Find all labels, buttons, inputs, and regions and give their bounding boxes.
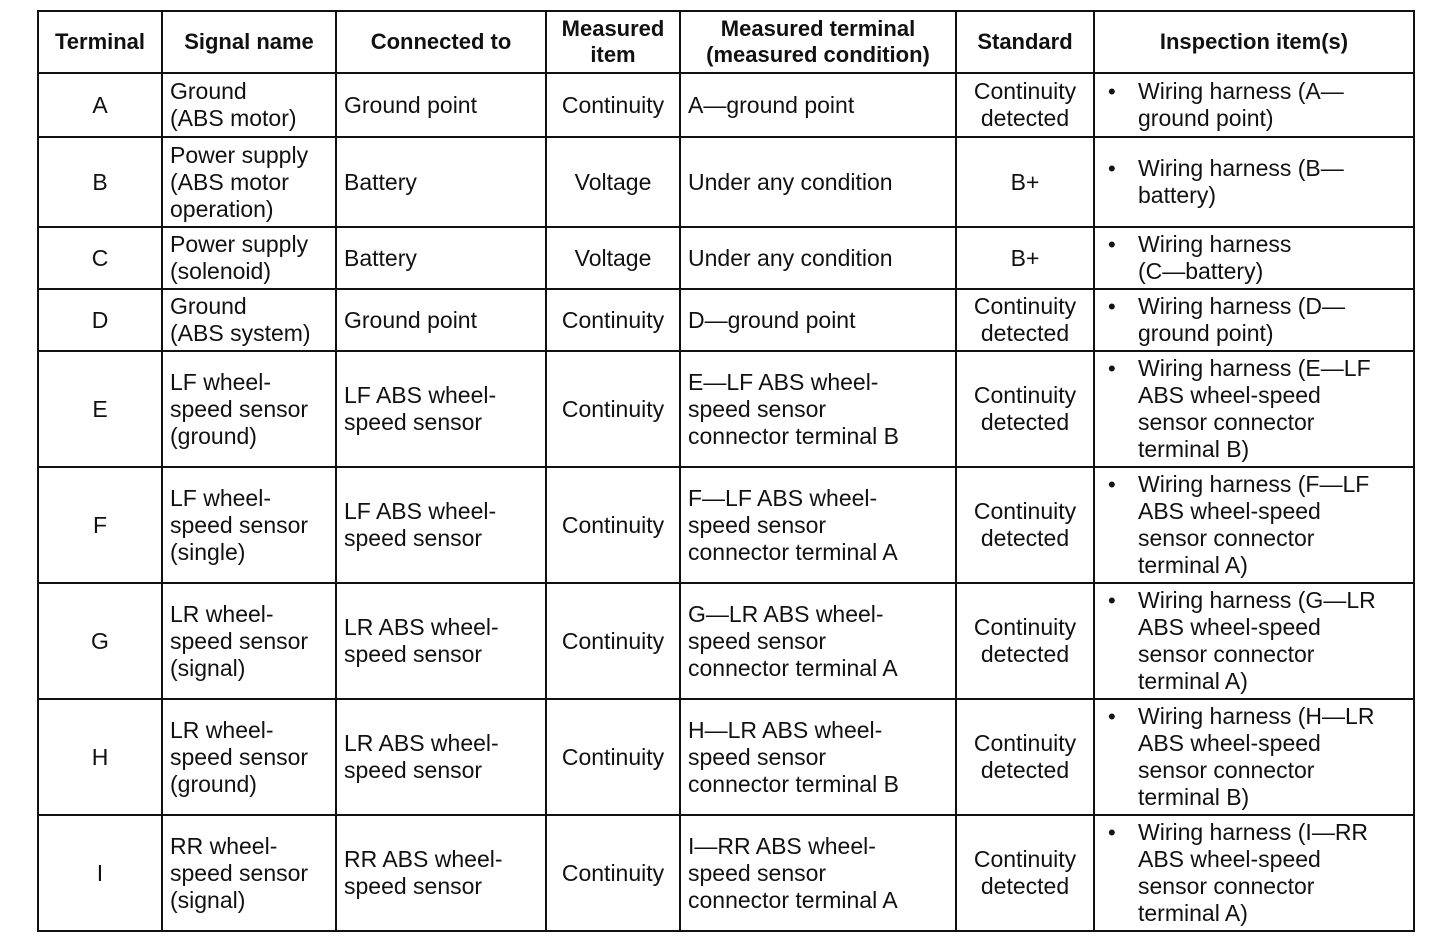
cell-terminal: B [38,137,162,227]
cell-signal-name: Power supply (solenoid) [162,227,336,289]
cell-measured-terminal: H—LR ABS wheel- speed sensor connector terminal B [680,699,956,815]
bullet-icon: • [1108,79,1116,104]
cell-measured-item: Continuity [546,699,680,815]
cell-standard: Continuity detected [956,73,1094,137]
cell-terminal: F [38,467,162,583]
cell-measured-terminal: G—LR ABS wheel- speed sensor connector terminal A [680,583,956,699]
cell-inspection-items [1094,289,1414,351]
cell-signal-name: LF wheel- speed sensor (ground) [162,351,336,467]
bullet-icon: • [1108,356,1116,381]
cell-measured-item: Continuity [546,289,680,351]
cell-connected-to: Battery [336,227,546,289]
cell-terminal: C [38,227,162,289]
table-row [38,227,1414,289]
terminal-inspection-table [37,10,1415,932]
inspection-text: Wiring harness (G—LR ABS wheel-speed sensor connector terminal A) [1138,587,1376,694]
inspection-text: Wiring harness (B— battery) [1138,155,1344,208]
cell-inspection-items [1094,699,1414,815]
cell-standard: Continuity detected [956,467,1094,583]
header-inspection-items: Inspection item(s) [1094,11,1414,73]
inspection-text: Wiring harness (H—LR ABS wheel-speed sensor connector terminal B) [1138,703,1375,810]
cell-terminal: E [38,351,162,467]
header-standard: Standard [956,11,1094,73]
cell-connected-to: Ground point [336,289,546,351]
cell-terminal: A [38,73,162,137]
table-row [38,73,1414,137]
cell-connected-to: LR ABS wheel- speed sensor [336,699,546,815]
cell-standard: Continuity detected [956,351,1094,467]
table-body [38,73,1414,931]
inspection-text: Wiring harness (I—RR ABS wheel-speed sensor connector terminal A) [1138,819,1369,926]
cell-connected-to: RR ABS wheel- speed sensor [336,815,546,931]
cell-connected-to: LF ABS wheel- speed sensor [336,467,546,583]
inspection-text: Wiring harness (A— ground point) [1138,78,1344,131]
bullet-icon: • [1108,294,1116,319]
cell-inspection-items [1094,467,1414,583]
cell-measured-item: Continuity [546,583,680,699]
inspection-text: Wiring harness (C—battery) [1138,231,1292,284]
bullet-icon: • [1108,588,1116,613]
cell-connected-to: Battery [336,137,546,227]
cell-signal-name: Ground (ABS motor) [162,73,336,137]
table-row [38,351,1414,467]
bullet-icon: • [1108,704,1116,729]
cell-measured-terminal: D—ground point [680,289,956,351]
cell-measured-item: Continuity [546,73,680,137]
cell-measured-item: Voltage [546,137,680,227]
cell-standard: Continuity detected [956,699,1094,815]
bullet-icon: • [1108,472,1116,497]
cell-inspection-items [1094,227,1414,289]
cell-signal-name: RR wheel- speed sensor (signal) [162,815,336,931]
table-row [38,137,1414,227]
header-signal-name: Signal name [162,11,336,73]
cell-measured-terminal: E—LF ABS wheel- speed sensor connector terminal B [680,351,956,467]
cell-measured-item: Continuity [546,351,680,467]
cell-signal-name: Ground (ABS system) [162,289,336,351]
cell-measured-item: Continuity [546,467,680,583]
inspection-text: Wiring harness (E—LF ABS wheel-speed sensor connector terminal B) [1138,355,1371,462]
cell-measured-terminal: Under any condition [680,227,956,289]
table-row [38,815,1414,931]
bullet-icon: • [1108,156,1116,181]
inspection-text: Wiring harness (D— ground point) [1138,293,1346,346]
cell-standard: Continuity detected [956,583,1094,699]
header-connected-to: Connected to [336,11,546,73]
cell-signal-name: LR wheel- speed sensor (signal) [162,583,336,699]
cell-inspection-items [1094,583,1414,699]
cell-signal-name: Power supply (ABS motor operation) [162,137,336,227]
cell-standard: B+ [956,137,1094,227]
cell-measured-terminal: F—LF ABS wheel- speed sensor connector terminal A [680,467,956,583]
header-row [38,11,1414,73]
cell-inspection-items [1094,815,1414,931]
inspection-text: Wiring harness (F—LF ABS wheel-speed sensor connector terminal A) [1138,471,1370,578]
header-terminal: Terminal [38,11,162,73]
cell-signal-name: LR wheel- speed sensor (ground) [162,699,336,815]
cell-terminal: I [38,815,162,931]
bullet-icon: • [1108,232,1116,257]
header-measured-terminal: Measured terminal (measured condition) [680,11,956,73]
cell-connected-to: LR ABS wheel- speed sensor [336,583,546,699]
cell-connected-to: LF ABS wheel- speed sensor [336,351,546,467]
table-row [38,699,1414,815]
cell-connected-to: Ground point [336,73,546,137]
cell-terminal: G [38,583,162,699]
table-row [38,583,1414,699]
table-row [38,289,1414,351]
cell-measured-item: Voltage [546,227,680,289]
cell-inspection-items [1094,137,1414,227]
cell-signal-name: LF wheel- speed sensor (single) [162,467,336,583]
cell-inspection-items [1094,351,1414,467]
bullet-icon: • [1108,820,1116,845]
cell-standard: Continuity detected [956,289,1094,351]
table-row [38,467,1414,583]
cell-measured-terminal: I—RR ABS wheel- speed sensor connector terminal A [680,815,956,931]
header-measured-item: Measured item [546,11,680,73]
cell-inspection-items [1094,73,1414,137]
cell-standard: Continuity detected [956,815,1094,931]
cell-terminal: H [38,699,162,815]
cell-measured-terminal: A—ground point [680,73,956,137]
cell-standard: B+ [956,227,1094,289]
cell-terminal: D [38,289,162,351]
cell-measured-item: Continuity [546,815,680,931]
cell-measured-terminal: Under any condition [680,137,956,227]
